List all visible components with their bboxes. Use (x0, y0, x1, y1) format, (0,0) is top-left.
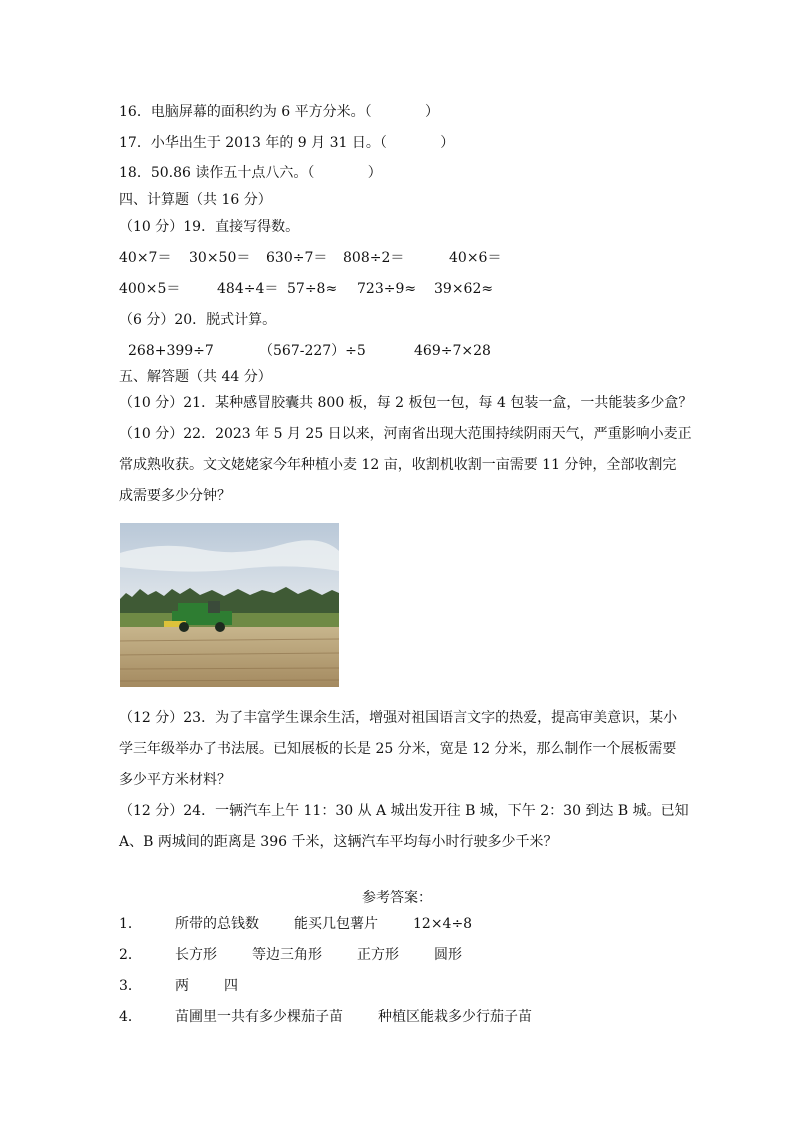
answer-part: 12×4÷8 (413, 916, 473, 932)
question-23-line-3: 多少平方米材料？ (119, 772, 231, 788)
question-24-line-2: A、B 两城间的距离是 396 千米，这辆汽车平均每小时行驶多少千米？ (119, 834, 558, 850)
question-22-line-1: （10 分）22．2023 年 5 月 25 日以来，河南省出现大范围持续阴雨天气，严重影响小麦正 (119, 426, 692, 442)
calc-item: 469÷7×28 (414, 343, 491, 359)
question-23-line-2: 学三年级举办了书法展。已知展板的长是 25 分米，宽是 12 分米，那么制作一个展板需要 (119, 741, 677, 757)
answer-part: 能买几包薯片 (294, 916, 378, 932)
question-20: （6 分）20．脱式计算。 (119, 312, 277, 328)
calc-item: 400×5＝ (119, 281, 181, 297)
calc-item: 40×6＝ (449, 250, 502, 266)
calc-item: 30×50＝ (189, 250, 251, 266)
calc-item: 630÷7＝ (266, 250, 328, 266)
section-5-heading: 五、解答题（共 44 分） (119, 369, 272, 385)
harvester-photo (120, 523, 339, 687)
section-4-heading: 四、计算题（共 16 分） (119, 192, 272, 208)
answer-part: 所带的总钱数 (175, 916, 259, 932)
answer-part: 正方形 (357, 947, 399, 963)
answer-part: 圆形 (434, 947, 462, 963)
calc-item: （567-227）÷5 (259, 343, 366, 359)
question-16: 16．电脑屏幕的面积约为 6 平方分米。（ ） (119, 104, 440, 120)
answer-number: 1． (119, 916, 142, 932)
calc-item: 723÷9≈ (357, 281, 417, 297)
question-23-line-1: （12 分）23．为了丰富学生课余生活，增强对祖国语言文字的热爱，提高审美意识，某小 (119, 710, 678, 726)
answer-part: 等边三角形 (252, 947, 322, 963)
calc-item: 39×62≈ (434, 281, 494, 297)
calc-item: 808÷2＝ (343, 250, 405, 266)
answer-part: 苗圃里一共有多少棵茄子苗 (175, 1009, 343, 1025)
calc-item: 57÷8≈ (287, 281, 338, 297)
question-17: 17．小华出生于 2013 年的 9 月 31 日。（ ） (119, 135, 455, 151)
answer-number: 3． (119, 978, 142, 994)
answer-number: 2． (119, 947, 142, 963)
answer-part: 长方形 (175, 947, 217, 963)
calc-item: 484÷4＝ (217, 281, 279, 297)
question-21: （10 分）21．某种感冒胶囊共 800 板，每 2 板包一包，每 4 包装一盒，一共能装多少盒？ (119, 395, 693, 411)
answer-part: 两 (175, 978, 189, 994)
answer-number: 4． (119, 1009, 142, 1025)
question-19: （10 分）19．直接写得数。 (119, 219, 300, 235)
question-22-line-3: 成需要多少分钟？ (119, 488, 231, 504)
calc-item: 40×7＝ (119, 250, 172, 266)
answer-part: 四 (224, 978, 238, 994)
calc-item: 268+399÷7 (128, 343, 214, 359)
answer-part: 种植区能栽多少行茄子苗 (378, 1009, 532, 1025)
question-24-line-1: （12 分）24．一辆汽车上午 11：30 从 A 城出发开往 B 城，下午 2：30 到达 B 城。已知 (119, 803, 689, 819)
answer-key-title: 参考答案： (362, 890, 432, 906)
question-18: 18．50.86 读作五十点八六。（ ） (119, 165, 382, 181)
question-22-line-2: 常成熟收获。文文姥姥家今年种植小麦 12 亩，收割机收割一亩需要 11 分钟，全部收割完 (119, 457, 677, 473)
